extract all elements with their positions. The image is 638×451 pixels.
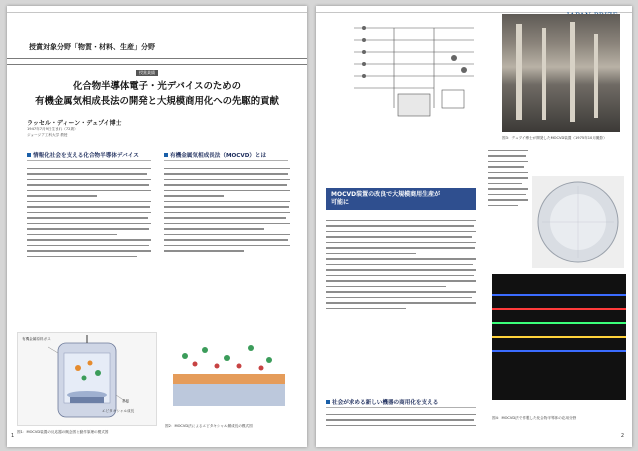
title-line-1: 化合物半導体電子・光デバイスのための [72,81,242,92]
section-heading-1-text: 情報化社会を支える化合物半導体デバイス [33,153,139,159]
page-number-right: 2 [620,433,624,439]
section-tag: 授賞業績 [136,70,158,76]
reactor-diagram-icon [18,333,156,425]
category-heading: 授賞対象分野「物質・材料、生産」分野 [29,43,155,51]
banner-line-1: MOCVD装置の改良で大規模商用生産が [331,191,441,198]
page-number-left: 1 [11,433,15,439]
apparatus-photo [502,14,620,132]
figure-1-caption: 図1：MOCVD装置の反応器の概念図と動作原理の模式図 [17,430,109,434]
right-page [316,6,632,447]
reactor-illustration [17,332,157,426]
author-meta-2: ジョージア工科大学 教授 [27,133,68,137]
label-substrate: 基板 [122,399,130,403]
wafer-icon [532,176,624,268]
label-epitaxy: エピタキシャル成長 [102,409,135,413]
section-heading-2-text: 有機金属気相成長法（MOCVD）とは [170,153,267,159]
figure-3-caption: 図3：デュプイ博士が開発したMOCVD装置（1975年10月撮影） [502,136,607,140]
bullet-icon [326,400,330,404]
author-name: ラッセル・ディーン・デュプイ博士 [27,120,122,127]
bullet-icon [164,153,168,157]
wafer-photo [532,176,624,268]
figure-2-caption: 図2：MOCVD法によるエピタキシャル層成長の模式図 [165,424,253,428]
figure-4-caption: 図4：MOCVD法で作製した化合物半導体の応用分野 [492,416,577,420]
banner-line-2: 可能に [331,199,350,206]
bullet-icon [27,153,31,157]
led-display-photo [492,274,626,400]
label-source-gas: 有機金属原料ガス [22,337,51,341]
left-page [7,6,307,447]
body-text-column-2 [164,164,290,324]
epitaxy-illustration [165,336,293,418]
crystal-lattice-icon [165,336,293,418]
title-line-2: 有機金属気相成長法の開発と大規模商用化への先駆的貢献 [35,96,279,107]
section-heading-3 [326,398,476,408]
header-rule [7,6,307,13]
divider [7,64,307,65]
body-text-column-3 [326,216,476,396]
divider [7,58,307,59]
body-text-column-4 [488,146,528,266]
section-heading-3-text: 社会が求める新しい機器の商用化を支える [332,400,439,406]
body-text-column-5 [326,410,476,440]
section-heading-1 [27,151,151,161]
author-meta-1: 1947年7月9日生まれ（72歳） [27,127,78,131]
apparatus-schematic-icon [334,18,492,130]
section-banner [326,188,476,210]
body-text-column-1 [27,164,151,324]
section-heading-2 [164,151,288,161]
